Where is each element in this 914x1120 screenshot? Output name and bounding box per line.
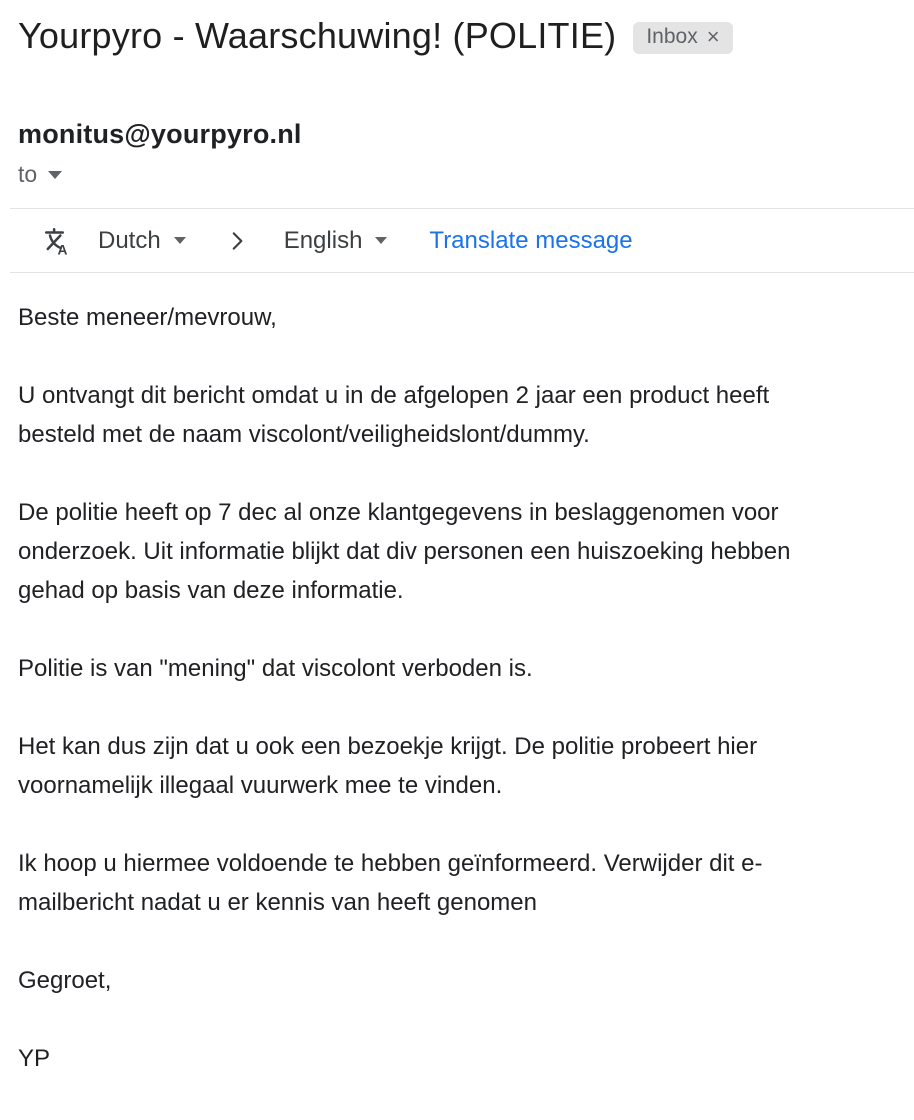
body-paragraph: YP: [18, 1045, 51, 1072]
sender-email[interactable]: monitus@yourpyro.nl: [18, 119, 302, 149]
body-paragraph: De politie heeft op 7 dec al onze klantgegevens in beslaggenomen voor onderzoek. Uit informatie blijkt dat div personen een huiszoeking hebben gehad op basis van deze informatie.: [18, 499, 791, 604]
inbox-label-chip[interactable]: [633, 22, 732, 54]
message-body: [0, 273, 836, 1078]
subject-row: [0, 0, 914, 59]
translate-bar: [10, 208, 914, 273]
chevron-down-icon: [174, 237, 186, 244]
chevron-down-icon: [48, 171, 62, 179]
target-language-select[interactable]: [284, 227, 388, 255]
body-paragraph: Politie is van "mening" dat viscolont verboden is.: [18, 655, 533, 682]
body-paragraph: Ik hoop u hiermee voldoende te hebben geïnformeerd. Verwijder dit e-mailbericht nadat u er kennis van heeft genomen: [18, 850, 763, 916]
arrow-right-icon: [224, 228, 250, 254]
body-paragraph: U ontvangt dit bericht omdat u in de afgelopen 2 jaar een product heeft besteld met de naam viscolont/veiligheidslont/dummy.: [18, 382, 770, 448]
target-language-label: English: [283, 226, 363, 254]
translate-icon: [40, 225, 72, 257]
body-paragraph: Het kan dus zijn dat u ook een bezoekje krijgt. De politie probeert hier voornamelijk illegaal vuurwerk mee te vinden.: [18, 733, 758, 799]
source-language-label: Dutch: [98, 226, 161, 254]
chevron-down-icon: [375, 237, 387, 244]
to-label: to: [18, 161, 38, 187]
remove-label-icon[interactable]: ×: [706, 24, 720, 49]
inbox-label-text: Inbox: [646, 25, 698, 48]
sender-block: [0, 119, 914, 188]
recipient-details-toggle[interactable]: [18, 161, 62, 188]
body-paragraph: Beste meneer/mevrouw,: [18, 304, 277, 331]
body-paragraph: Gegroet,: [18, 967, 112, 994]
source-language-select[interactable]: [98, 227, 186, 255]
translate-message-link[interactable]: Translate message: [429, 226, 633, 254]
email-subject: Yourpyro - Waarschuwing! (POLITIE): [18, 15, 617, 56]
svg-text:A: A: [57, 241, 68, 256]
